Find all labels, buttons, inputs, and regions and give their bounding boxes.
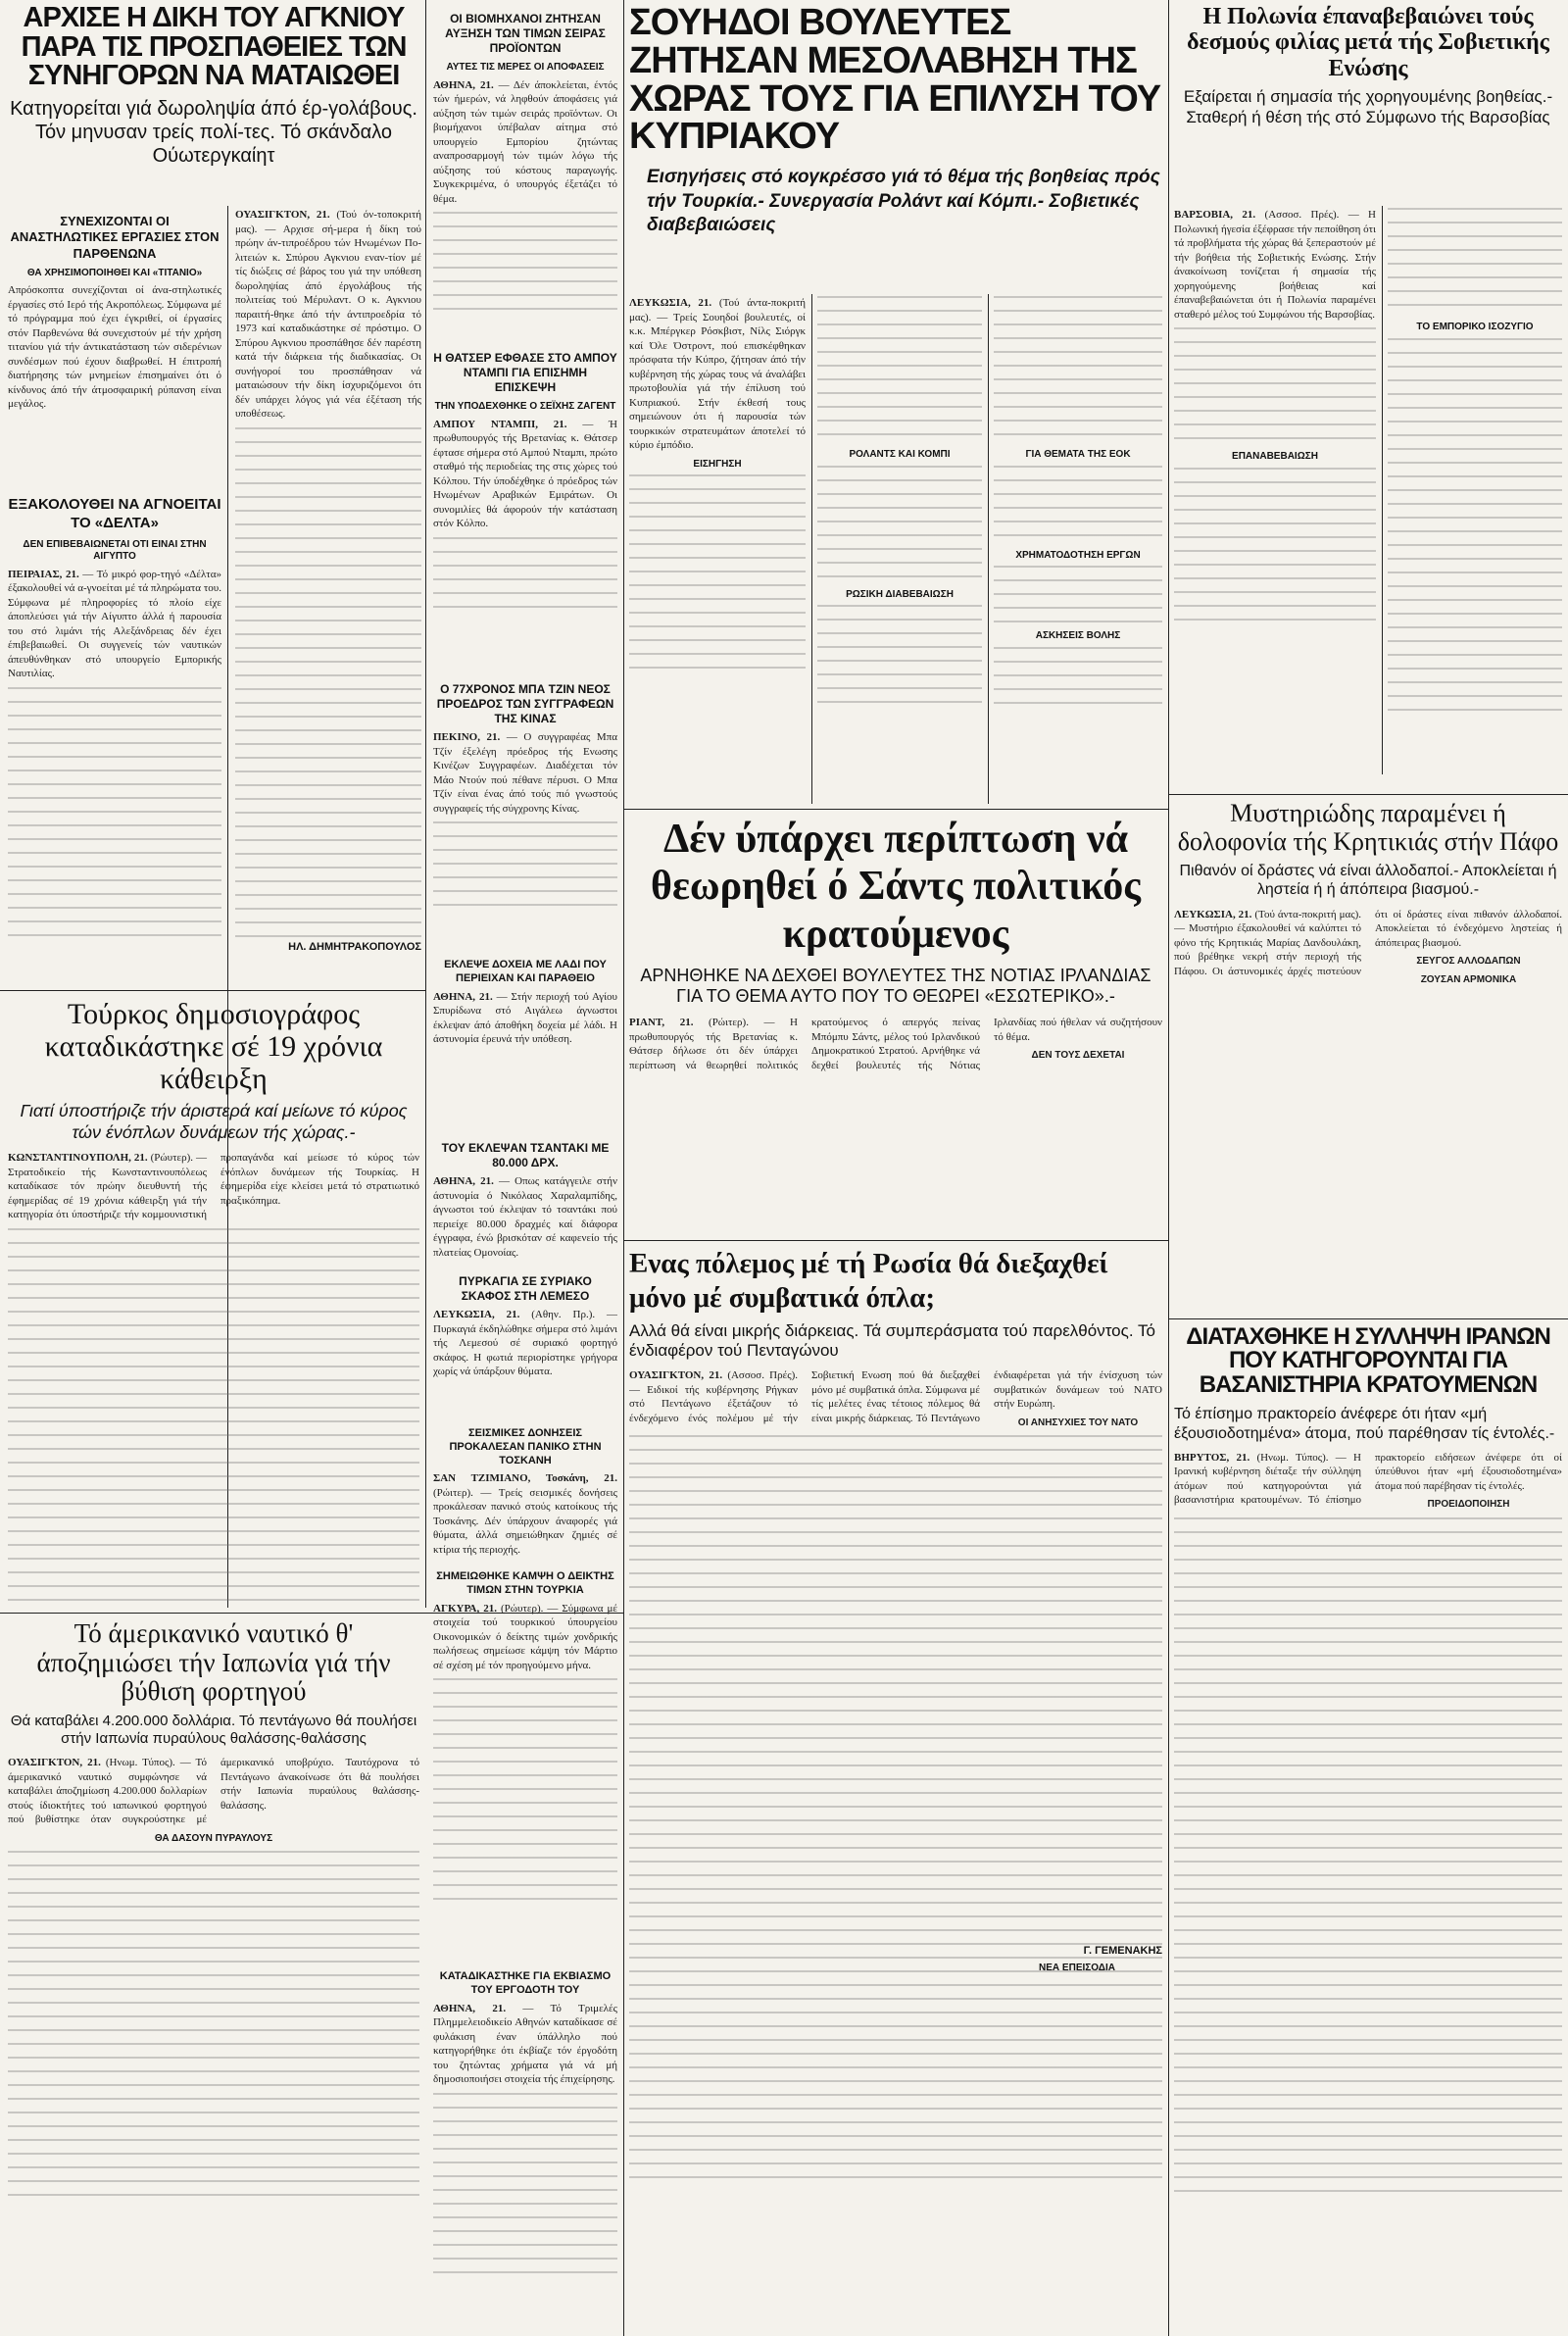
headline: Η ΘΑΤΣΕΡ ΕΦΘΑΣΕ ΣΤΟ ΑΜΠΟΥ ΝΤΑΜΠΙ ΓΙΑ ΕΠΙΣΗΜΗ ΕΠΙΣΚΕΨΗ [433, 351, 617, 394]
byline: ΗΛ. ΔΗΜΗΤΡΑΚΟΠΟΥΛΟΣ [288, 940, 421, 953]
article-poland-body-2 [1388, 208, 1562, 788]
body-text: (Τού άντα-ποκριτή μας). — Μυστήριο έξακολουθεί νά καλύπτει τό φόνο τής Κρητικιάς Μαρίας Δανδουλάκη, πού βρέθηκε νεκρή στήν περιοχή τής Πάφου. Οι άστυνομικές άρχές πιστεύουν ότι οί δράστες είναι πιθανόν άλλοδαποί. Αποκλείεται τό ένδεχόμενο ληστείας ή άπόπειρας βιασμού. [1174, 908, 1562, 977]
article-industrialists [433, 6, 617, 339]
subhead: ΑΥΤΕΣ ΤΙΣ ΜΕΡΕΣ ΟΙ ΑΠΟΦΑΣΕΙΣ [446, 62, 605, 73]
body-text-continued [817, 605, 982, 703]
dateline: ΟΥΑΣΙΓΚΤΟΝ, 21. [235, 209, 330, 221]
subhead: ΕΙΣΗΓΗΣΗ [693, 458, 742, 470]
dateline: ΛΕΥΚΩΣΙΑ, 21. [629, 297, 712, 309]
body-text: (Ασσοσ. Πρές). — Ειδικοί τής κυβέρνησης Ρήγκαν στό Πεντάγωνο έξετάζουν τό ένδεχόμενο ένός πολέμου μέ τήν Σοβιετική Ενωση πού θά διεξαχθεί μόνο μέ συμβατικά όπλα. Σύμφωνα μέ τίς μελέτες ένας τέτοιος πόλεμος θά είναι μικρής διάρκειας. Τό Πεντάγωνο ένδιαφέρεται γιά τήν ένίσχυση τών συμβατικών δυνάμεων τού ΝΑΤΟ στήν Ευρώπη. [629, 1369, 1162, 1424]
headline: Τούρκος δημοσιογράφος καταδικάστηκε σέ 19 χρόνια κάθειρξη [44, 998, 383, 1095]
subhead: ΟΙ ΑΝΗΣΥΧΙΕΣ ΤΟΥ ΝΑΤΟ [1017, 1417, 1139, 1428]
dateline: ΑΜΠΟΥ ΝΤΑΜΠΙ, 21. [433, 418, 567, 430]
separator [0, 990, 425, 991]
body-text: (Ασσοσ. Πρές). — Η Πολωνική ήγεσία έξέφρασε τήν πεποίθηση ότι τά προβλήματα τής χώρας θά ξεπεραστούν μέ τήν βοήθεια τής Σοβιετικής Ενώσης. Στήν άνακοίνωση τονίζεται ή σημασία τής χορηγούμενης βοήθειας καί έπαναβεβαιώνεται ότι ή Πολωνία παραμένει σταθερό μέλος τού Συμφώνου τής Βαρσοβίας. [1174, 209, 1376, 321]
subhead: ΡΟΛΑΝΤΣ ΚΑΙ ΚΟΜΠΙ [849, 449, 951, 460]
article-agnew-trial [8, 4, 419, 200]
subhead: ΤΟ ΕΜΠΟΡΙΚΟ ΙΣΟΖΥΓΙΟ [1416, 322, 1534, 332]
headline: ΔΙΑΤΑΧΘΗΚΕ Η ΣΥΛΛΗΨΗ ΙΡΑΝΩΝ ΠΟΥ ΚΑΤΗΓΟΡΟΥΝΤΑΙ ΓΙΑ ΒΑΣΑΝΙΣΤΗΡΙΑ ΚΡΑΤΟΥΜΕΝΩΝ [1186, 1325, 1550, 1398]
body-text: (Ρώιτερ). — Η πρωθυπουργός τής Βρετανίας κ. Θάτσερ δήλωσε ότι δέν ύπάρχει περίπτωση νά θεωρηθεί πολιτικός κρατούμενος ό απεργός πείνας Μπόμπυ Σάντς, μέλος τού Ιρλανδικού Δημοκρατικού Στρατού. Αρνήθηκε νά δεχθεί βουλευτές τής Νότιας Ιρλανδίας πού ήθελαν νά συζητήσουν τό θέμα. [629, 1017, 1162, 1071]
body-text-continued [1388, 208, 1562, 316]
body-text-continued [1174, 468, 1376, 624]
separator [1168, 1318, 1568, 1319]
deck: ΑΡΝΗΘΗΚΕ ΝΑ ΔΕΧΘΕΙ ΒΟΥΛΕΥΤΕΣ ΤΗΣ ΝΟΤΙΑΣ ΙΡΛΑΝΔΙΑΣ ΓΙΑ ΤΟ ΘΕΜΑ ΑΥΤΟ ΠΟΥ ΤΟ ΘΕΩΡΕΙ «ΕΣΩΤΕΡΙΚΟ».- [640, 965, 1152, 1007]
body-text-continued [994, 296, 1162, 443]
dateline: ΡΙΑΝΤ, 21. [629, 1017, 694, 1029]
body-text: — Ή πρωθυπουργός τής Βρετανίας κ. Θάτσερ έφτασε σήμερα στό Αμπού Νταμπι, πρώτο σταθμό τής περιοδείας της στις χώρες τού Κόλπου. Τήν ύποδέχθηκε ό πρόεδρος τών Ηνωμένων Αραβικών Εμιράτων. Οι συνομιλίες θά άφορούν τήν κατάσταση στόν Κόλπο. [433, 418, 617, 530]
article-sands-continued [992, 1941, 1162, 2328]
body-text: Απρόσκοπτα συνεχίζονται οί άνα-στηλωτικές έργασίες στό Ιερό τής Ακροπόλεως. Σύμφωνα μέ τό πρόγραμμα πού έχει έγκριθεί, οί έργασίες στόν Παρθενώνα θά συνεχιστούν μέ τήν χρήση τιτανίου γιά τήν άντικατάσταση τών σιδερένιων συνδέσμων πού έχουν διαβρωθεί. Η έπιτροπή διατήρησης τών μνημείων έπισημαίνει ότι ό κίνδυνος άπό τήν άτμοσφαιρική ρύπανση είναι μεγάλος. [8, 284, 221, 411]
article-poland-body [1174, 208, 1376, 788]
headline: ΕΞΑΚΟΛΟΥΘΕΙ ΝΑ ΑΓΝΟΕΙΤΑΙ ΤΟ «ΔΕΛΤΑ» [8, 496, 221, 531]
body-text-continued [8, 687, 221, 942]
deck: Θά καταβάλει 4.200.000 δολλάρια. Τό πεντάγωνο θά πουλήσει στήν Ιαπωνία πυραύλους θαλάσσης-θαλάσσης [10, 1713, 417, 1748]
subhead: ΣΕΥΓΟΣ ΑΛΛΟΔΑΠΩΝ [1416, 956, 1521, 968]
body-text-continued [994, 566, 1162, 624]
body-text-continued [8, 1228, 419, 1601]
subhead: ΠΡΟΕΙΔΟΠΟΙΗΣΗ [1427, 1499, 1510, 1511]
headline: Η Πολωνία έπαναβεβαιώνει τούς δεσμούς φιλίας μετά τής Σοβιετικής Ενώσης [1187, 4, 1549, 81]
dateline: ΑΘΗΝΑ, 21. [433, 78, 494, 91]
headline: ΣΗΜΕΙΩΘΗΚΕ ΚΑΜΨΗ Ο ΔΕΙΚΤΗΣ ΤΙΜΩΝ ΣΤΗΝ ΤΟΥΡΚΙΑ [436, 1570, 614, 1596]
separator [623, 1240, 1168, 1241]
headline: ΤΟΥ ΕΚΛΕΨΑΝ ΤΣΑΝΤΑΚΙ ΜΕ 80.000 ΔΡΧ. [441, 1141, 610, 1169]
dateline: ΟΥΑΣΙΓΚΤΟΝ, 21. [629, 1369, 723, 1382]
dateline: ΠΕΙΡΑΙΑΣ, 21. [8, 568, 79, 580]
dateline: ΑΘΗΝΑ, 21. [433, 1175, 494, 1187]
subhead: ΑΣΚΗΣΕΙΣ ΒΟΛΗΣ [1035, 630, 1121, 641]
article-turkish-journalist [8, 998, 419, 1606]
article-swedish-mps-body-2 [817, 296, 982, 801]
body-text: — Δέν άποκλείεται, έντός τών ήμερών, νά ληφθούν άποφάσεις γιά αύξηση τών τιμών σειράς προϊόντων. Οι βιομήχανοι ύπέβαλαν αίτημα στό υπουργείο Εμπορίου ζητώντας αναπροσαρμογή τών τιμών λόγω τής αύξησης τού κόστους παραγωγής. Συγκεκριμένα, ό υπουργός έξετάζει τό θέμα. [433, 78, 617, 205]
body-text: — Τό μικρό φορ-τηγό «Δέλτα» έξακολουθεί νά α-γνοείται μέ τά πληρώματα του. Σύμφωνα μέ πληροφορίες τό πλοίο είχε άποπλεύσει γιά τήν Αίγυπτο άλλά ή παρουσία του στό λιμάνι τής Αλεξάνδρειας δέν έχει έπιβεβαιωθεί. Οι συγγενείς τών ναυτικών άπευθύνθηκαν στό υπουργείο Εμπορικής Ναυτιλίας. [8, 568, 221, 680]
deck: Κατηγορείται γιά δωροληψία άπό έρ-γολάβους. Τόν μηνυσαν τρείς πολί-τες. Τό σκάνδαλο Ούωτεργκαίητ [10, 97, 417, 167]
headline: ΕΚΛΕΨΕ ΔΟΧΕΙΑ ΜΕ ΛΑΔΙ ΠΟΥ ΠΕΡΙΕΙΧΑΝ ΚΑΙ ΠΑΡΑΘΕΙΟ [444, 959, 607, 984]
body-text-continued [433, 821, 617, 910]
byline: Γ. ΓΕΜΕΝΑΚΗΣ [1083, 1945, 1162, 1957]
deck: Πιθανόν οί δράστες νά είναι άλλοδαποί.- Αποκλείεται ή ληστεία ή ή άπόπειρα βιασμού.- [1179, 863, 1557, 899]
article-turkey-price-index [433, 1565, 617, 1957]
article-swedish-mps-cyprus [629, 4, 1162, 290]
article-tuscany-earthquake [433, 1421, 617, 1559]
article-chinese-writers [433, 676, 617, 946]
article-bag-theft [433, 1135, 617, 1263]
deck: Εισηγήσεις στό κογκρέσσο γιά τό θέμα τής βοηθείας πρός τήν Τουρκία.- Συνεργασία Ρολάντ καί Κόμπι.- Σοβιετικές διαβεβαιώσεις [647, 167, 1160, 236]
article-swedish-mps-body [629, 296, 806, 801]
article-paphos-murder [1174, 800, 1562, 1315]
separator [623, 809, 1168, 810]
subhead: ΔΕΝ ΤΟΥΣ ΔΕΧΕΤΑΙ [1031, 1050, 1125, 1062]
article-thatcher-abu-dhabi [433, 345, 617, 669]
body-text: (Τού όν-τοποκριτή μας). — Αρχισε σή-μερα ή δίκη τού πρώην άν-τιπροέδρου τών Ηνωμένων Πο-λιτειών κ. Σπύρου Αγκνιου εναν-τίον μέ τίς διώξεις σέ βάρος του γιά την υπόθεση δωροληψίας άπό έργολάβους τής πολιτείας τού Μέρυλαντ. Ο κ. Αγκνιου παραιτή-θηκε άπό τήν άντιπροεδρία τό 1973 καί καταδικάστηκε σέ πρόστιμο. Ο Σπύρου Αγκνιου προσπάθησε δέν παρέστη κατά τήν διάρκεια τής διαδικασίας. Οι συνήγοροί του προσπάθησαν νά ματαιώσουν τήν δίκη ίσχυριζόμενοι ότι δέν υπάρχει λόγος γιά νέα έξέταση τής υποθέσεως. [235, 209, 421, 421]
dateline: ΛΕΥΚΩΣΙΑ, 21. [1174, 908, 1252, 920]
article-poland-soviet-ties [1174, 4, 1562, 200]
subhead: ΘΑ ΔΑΣΟΥΝ ΠΥΡΑΥΛΟΥΣ [154, 1832, 273, 1844]
article-oil-theft [433, 953, 617, 1127]
subhead: ΘΑ ΧΡΗΣΙΜΟΠΟΙΗΘΕΙ ΚΑΙ «ΤΙΤΑΝΙΟ» [26, 267, 203, 278]
subhead: ΕΠΑΝΑΒΕΒΑΙΩΣΗ [1232, 451, 1318, 463]
body-text: (Ρώυτερ). — Σύμφωνα μέ στοιχεία τού τουρκικού ύπουργείου Οικονομικών ό δείκτης τιμών χονδρικής πωλήσεως σημείωσε κάμψη τόν Μάρτιο σέ σχέση μέ τόν προηγούμενο μήνα. [433, 1602, 617, 1671]
body-text-continued [433, 537, 617, 616]
article-parthenon [8, 208, 221, 482]
body-text-continued [994, 466, 1162, 544]
body-text-continued [1174, 327, 1376, 445]
column-rule [425, 0, 426, 1608]
deck: Τό έπίσημο πρακτορείο άνέφερε ότι ήταν «μή έξουσιοδοτημένα» άτομα, πού παρέθησαν τίς έντολές.- [1174, 1406, 1555, 1442]
column-rule [623, 0, 624, 2336]
subhead: ΖΟΥΣΑΝ ΑΡΜΟΝΙΚΑ [1420, 973, 1517, 985]
body-text: — Ο συγγραφέας Μπα Τζίν έξελέγη πρόεδρος τής Ενωσης Κινέζων Συγγραφέων. Διαδέχεται τόν Μάο Ντούν πού πέθανε πέρυσι. Ο Μπα Τζίν είναι ένας άπό τούς πιό γνωστούς συγγραφείς τής σύγχρονης Κίνας. [433, 731, 617, 815]
dateline: ΒΗΡΥΤΟΣ, 21. [1174, 1451, 1250, 1464]
body-text: (Τού άντα-ποκριτή μας). — Τρείς Σουηδοί βουλευτές, οί κ.κ. Μπέργκερ Ρόσκβιστ, Νίλς Σιόργκ καί Όλε Όστροντ, πού επισκέφθηκαν πρόσφατα τήν Κύπρο, ζήτησαν άπό τήν κυβέρνηση τής χώρας τους νά άναλάβει πρωτοβουλία γιά τήν έπίλυση τού Κυπριακού. Στήν έκθεσή τους σημειώνουν ότι ή παρουσία τών τουρκικών στρατευμάτων άποτελεί τό κύριο έμπόδιο. [629, 297, 806, 452]
body-text-continued [433, 2093, 617, 2279]
deck: Αλλά θά είναι μικρής διάρκειας. Τά συμπεράσματα τού παρελθόντος. Τό ένδιαφέρον τού Πενταγώνου [629, 1320, 1155, 1360]
body-text: — Οπως κατάγγειλε στήν άστυνομία ό Νικόλαος Χαραλαμπίδης, άγνωστοι τού έκλεψαν τό τσαντάκι πού περιείχε 80.000 δραχμές καί διάφορα έγγραφα, ένώ βρισκόταν σέ καφενείο τής πλατείας Ομονοίας. [433, 1175, 617, 1259]
headline: Ενας πόλεμος μέ τή Ρωσία θά διεξαχθεί μόνο μέ συμβατικά όπλα; [629, 1248, 1108, 1314]
article-swedish-mps-body-3 [994, 296, 1162, 801]
headline: ΠΥΡΚΑΓΙΑ ΣΕ ΣΥΡΙΑΚΟ ΣΚΑΦΟΣ ΣΤΗ ΛΕΜΕΣΟ [459, 1274, 592, 1303]
body-text-continued [817, 296, 982, 443]
subhead: ΡΩΣΙΚΗ ΔΙΑΒΕΒΑΙΩΣΗ [846, 588, 954, 600]
subhead: ΤΗΝ ΥΠΟΔΕΧΘΗΚΕ Ο ΣΕΪΧΗΣ ΖΑΓΕΝΤ [434, 401, 616, 412]
headline: ΣΕΙΣΜΙΚΕΣ ΔΟΝΗΣΕΙΣ ΠΡΟΚΑΛΕΣΑΝ ΠΑΝΙΚΟ ΣΤΗΝ ΤΟΣΚΑΝΗ [449, 1427, 602, 1466]
dateline: ΣΑΝ ΤΖΙΜΙΑΝΟ, Τοσκάνη, 21. [433, 1472, 617, 1485]
headline: Ο 77ΧΡΟΝΟΣ ΜΠΑ ΤΖΙΝ ΝΕΟΣ ΠΡΟΕΔΡΟΣ ΤΩΝ ΣΥΓΓΡΑΦΕΩΝ ΤΗΣ ΚΙΝΑΣ [436, 682, 614, 725]
body-text: — Τό Τριμελές Πλημμελειοδικείο Αθηνών καταδίκασε σέ φυλάκιση έναν ύπάλληλο πού κατηγορήθηκε ότι έκβίαζε τόν έργοδότη του ζητώντας χρήματα γιά νά μή δημοσιοποιήσει στοιχεία τής έπιχείρησης. [433, 2002, 617, 2086]
headline: ΚΑΤΑΔΙΚΑΣΤΗΚΕ ΓΙΑ ΕΚΒΙΑΣΜΟ ΤΟΥ ΕΡΓΟΔΟΤΗ ΤΟΥ [439, 1970, 612, 1996]
article-us-navy-japan [8, 1619, 419, 2330]
deck: Εξαίρεται ή σημασία τής χορηγουμένης βοηθείας.- Σταθερή ή θέση τής στό Σύμφωνο τής Βαρσοβίας [1183, 87, 1553, 126]
column-rule [1168, 0, 1169, 2336]
headline: Τό άμερικανικό ναυτικό θ' άποζημιώσει τήν Ιαπωνία γιά τήν βύθιση φορτηγού [36, 1619, 391, 1707]
column-rule [1382, 206, 1383, 774]
subhead: ΝΕΑ ΕΠΕΙΣΟΔΙΑ [1039, 1963, 1115, 1973]
dateline: ΠΕΚΙΝΟ, 21. [433, 731, 501, 743]
body-text: (Ρώιτερ). — Τρείς σεισμικές δονήσεις προκάλεσαν πανικό στούς κατοίκους τής Τοσκάνης. Δέν ύπάρχουν άναφορές γιά θύματα, άλλά σημειώθηκαν ζημιές σέ κτίρια τής περιοχής. [433, 1486, 617, 1556]
subhead: ΓΙΑ ΘΕΜΑΤΑ ΤΗΣ ΕΟΚ [1025, 449, 1131, 460]
article-iranian-arrests [1174, 1325, 1562, 2330]
body-text: (Ηνωμ. Τύπος). — Τό άμερικανικό ναυτικό συμφώνησε νά καταβάλει άποζημίωση 4.200.000 δολλαρίων στούς ίδιοκτήτες τού ιαπωνικού φορτηγού πού βυθίστηκε όταν συγκρούστηκε μέ άμερικανικό υποβρύχιο. Ταυτόχρονα τό Πεντάγωνο άνακοίνωσε ότι θά πουλήσει στήν Ιαπωνία πυραύλους θαλάσσης-θαλάσσης. [8, 1757, 419, 1826]
body-text-continued [433, 212, 617, 320]
subhead: ΔΕΝ ΕΠΙΒΕΒΑΙΩΝΕΤΑΙ ΟΤΙ ΕΙΝΑΙ ΣΤΗΝ ΑΙΓΥΠΤΟ [23, 538, 207, 562]
dateline: ΑΓΚΥΡΑ, 21. [433, 1602, 497, 1615]
body-text: (Αθην. Πρ.). — Πυρκαγιά έκδηλώθηκε σήμερα στό λιμάνι τής Λεμεσού σέ συριακό φορτηγό σκάφος. Η φωτιά περιορίστηκε γρήγορα χωρίς νά ύπάρξουν θύματα. [433, 1309, 617, 1378]
dateline: ΟΥΑΣΙΓΚΤΟΝ, 21. [8, 1757, 101, 1769]
headline: ΟΙ ΒΙΟΜΗΧΑΝΟΙ ΖΗΤΗΣΑΝ ΑΥΞΗΣΗ ΤΩΝ ΤΙΜΩΝ ΣΕΙΡΑΣ ΠΡΟΪΟΝΤΩΝ [445, 12, 606, 55]
body-text-continued [1174, 1517, 1562, 2204]
body-text-continued [817, 466, 982, 583]
body-text: (Ηνωμ. Τύπος). — Η Ιρανική κυβέρνηση διέταξε τήν σύλληψη άτόμων πού κατηγορούνται γιά βασανιστήρια κρατουμένων. Τό έπίσημο πρακτορείο ειδήσεων άνέφερε ότι οί ύπεύθυνοι ήταν «μή έξουσιοδοτημένα» άτομα πού παρέβησαν τίς έντολές. [1174, 1451, 1562, 1507]
body-text: (Ρώυτερ). — Στρατοδικείο τής Κωνσταντινουπόλεως καταδίκασε τόν πρώην διευθυντή τής έφημερίδας σέ 19 χρόνια κάθειρξη γιά τήν κατηγορία ότι ύποστήριζε τήν κομμουνιστική προπαγάνδα καί μείωσε τό κύρος τών ένόπλων δυνάμεων τής Τουρκίας. Η έφημερίδα είχε κλείσει μετά τό στρατιωτικό πραξικόπημα. [8, 1152, 419, 1221]
headline: Μυστηριώδης παραμένει ή δολοφονία τής Κρητικιάς στήν Πάφο [1177, 800, 1559, 856]
article-sands-not-political-prisoner [629, 816, 1162, 1235]
subhead: ΧΡΗΜΑΤΟΔΟΤΗΣΗ ΕΡΓΩΝ [1015, 549, 1141, 561]
body-text-continued [994, 647, 1162, 716]
dateline: ΚΩΝΣΤΑΝΤΙΝΟΥΠΟΛΗ, 21. [8, 1152, 148, 1165]
dateline: ΑΘΗΝΑ, 21. [433, 990, 493, 1003]
body-text: — Στήν περιοχή τού Αγίου Σπυρίδωνα στό Αιγάλεω άγνωστοι έκλεψαν άπό άποθήκη δοχεία μέ λάδι. Η άστυνομία έρευνά τήν υπόθεση. [433, 990, 617, 1046]
body-text-continued [8, 1851, 419, 2204]
headline: ΣΟΥΗΔΟΙ ΒΟΥΛΕΥΤΕΣ ΖΗΤΗΣΑΝ ΜΕΣΟΛΑΒΗΣΗ ΤΗΣ ΧΩΡΑΣ ΤΟΥΣ ΓΙΑ ΕΠΙΛΥΣΗ ΤΟΥ ΚΥΠΡΙΑΚΟΥ [629, 4, 1161, 158]
headline: Δέν ύπάρχει περίπτωση νά θεωρηθεί ό Σάντς πολιτικός κρατούμενος [651, 817, 1141, 957]
article-employer-blackmail [433, 1964, 617, 2327]
column-rule [988, 294, 989, 804]
body-text-continued [1388, 338, 1562, 711]
dateline: ΑΘΗΝΑ, 21. [433, 2002, 507, 2014]
separator [1168, 794, 1568, 795]
deck: Γιατί ύποστήριζε τήν άριστερά καί μείωνε τό κύρος τών ένόπλων δυνάμεων τής χώρας.- [20, 1101, 408, 1142]
headline: ΑΡΧΙΣΕ Η ΔΙΚΗ ΤΟΥ ΑΓΚΝΙΟΥ ΠΑΡΑ ΤΙΣ ΠΡΟΣΠΑΘΕΙΕΣ ΤΩΝ ΣΥΝΗΓΟΡΩΝ ΝΑ ΜΑΤΑΙΩΘΕΙ [21, 4, 407, 92]
dateline: ΒΑΡΣΟΒΙΑ, 21. [1174, 209, 1256, 221]
headline: ΣΥΝΕΧΙΖΟΝΤΑΙ ΟΙ ΑΝΑΣΤΗΛΩΤΙΚΕΣ ΕΡΓΑΣΙΕΣ ΣΤΟΝ ΠΑΡΘΕΝΩΝΑ [10, 214, 220, 261]
article-delta [8, 490, 221, 985]
article-syrian-ship-fire [433, 1268, 617, 1416]
body-text-continued [433, 1678, 617, 1904]
body-text-continued [235, 427, 421, 937]
article-agnew-body [235, 208, 421, 987]
dateline: ΛΕΥΚΩΣΙΑ, 21. [433, 1309, 520, 1320]
column-rule [811, 294, 812, 804]
body-text-continued [629, 474, 806, 671]
